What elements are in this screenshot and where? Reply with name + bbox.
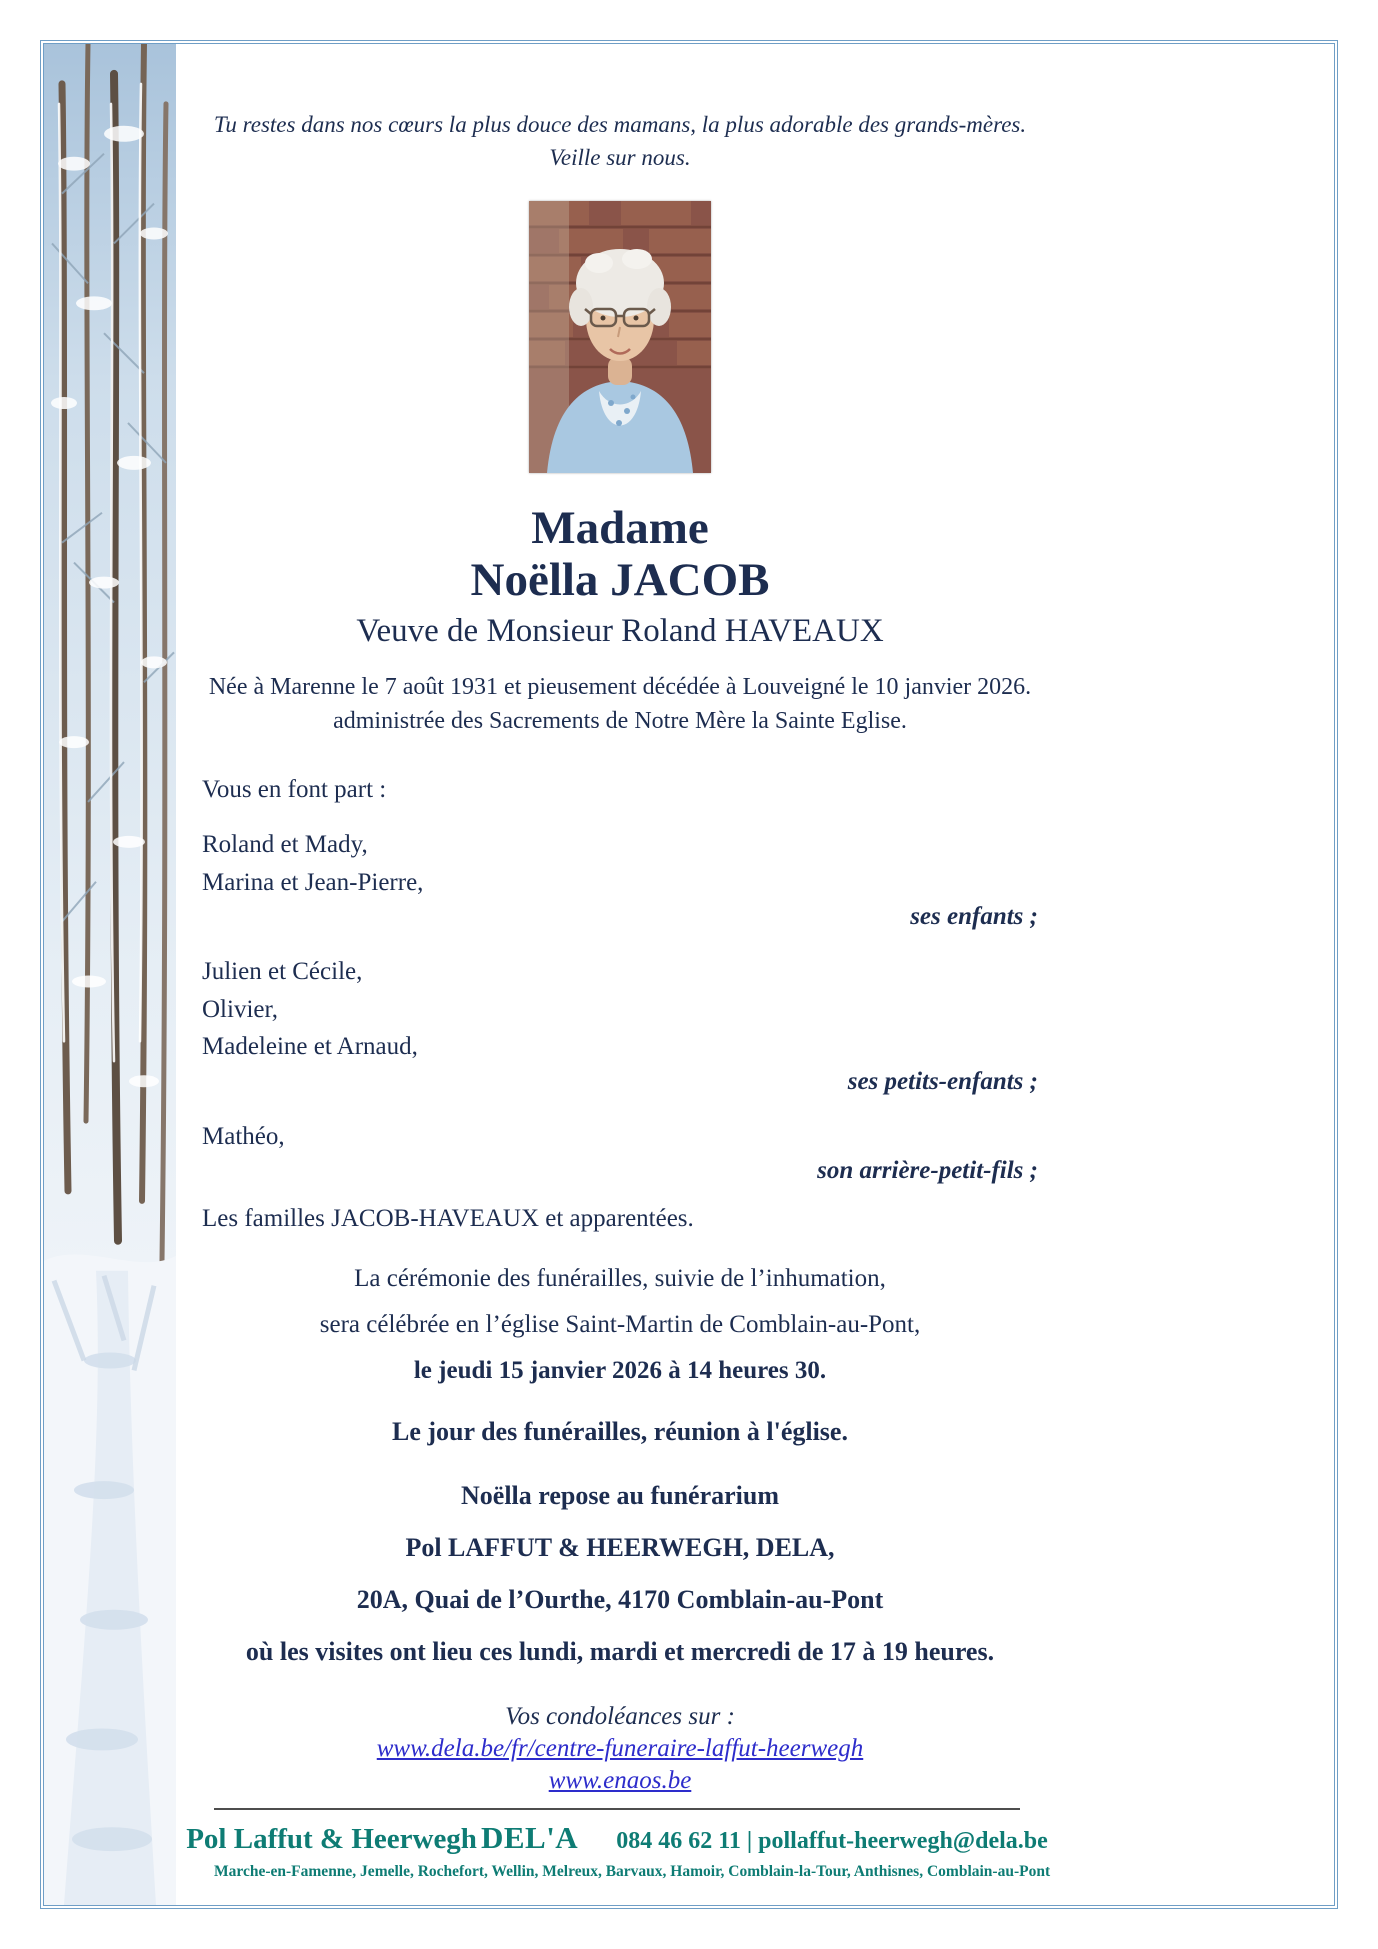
winter-forest-illustration [44,44,176,1905]
brand-name: Pol Laffut & Heerwegh [186,1823,477,1855]
condolences-link2-row [202,1767,1038,1795]
children-names [202,826,1038,901]
dela-logo: DEL'A [480,1820,579,1855]
epitaph-line2: Veille sur nous. [549,145,691,171]
announcement-intro: Vous en font part : [202,776,387,804]
epitaph-line1: Tu restes dans nos cœurs la plus douce des mamans, la plus adorable des grands-mères. [213,112,1027,137]
funeral-announcement-card [40,40,1338,1909]
footer [186,1808,1051,1881]
life-line1: Née à Marenne le 7 août 1931 et pieusement décédée à Louveigné le 10 janvier 2026. [208,673,1032,700]
child-line: Marina et Jean-Pierre, [202,868,424,896]
funerarium-line3: 20A, Quai de l’Ourthe, 4170 Comblain-au-Pont [356,1585,884,1615]
grandchild-line: Olivier, [202,995,279,1023]
grandchildren-label: ses petits-enfants ; [847,1067,1038,1095]
portrait-photo [529,201,711,473]
life-line2: administrée des Sacrements de Notre Mère la Sainte Eglise. [333,708,907,735]
deceased-title: Madame [531,501,709,554]
grandchildren-names [202,953,1038,1066]
children-label: ses enfants ; [910,903,1038,931]
winter-forest-photo [44,44,176,1905]
funerarium-line4: où les visites ont lieu ces lundi, mardi et mercredi de 17 à 19 heures. [245,1637,995,1667]
epitaph [202,44,1038,175]
footer-contact: 084 46 62 11 | pollaffut-heerwegh@dela.be [616,1828,1048,1854]
condolences-link1-row [202,1735,1038,1763]
child-line: Roland et Mady, [202,831,368,859]
funerarium-line2: Pol LAFFUT & HEERWEGH, DELA, [405,1533,835,1563]
condolences-link-dela[interactable]: www.dela.be/fr/centre-funeraire-laffut-heerwegh [376,1735,864,1763]
grandchild-line: Madeleine et Arnaud, [202,1033,418,1061]
deceased-relation: Veuve de Monsieur Roland HAVEAUX [356,612,884,649]
condolences-label: Vos condoléances sur : [505,1703,735,1731]
ceremony-line1: La cérémonie des funérailles, suivie de l’inhumation, [354,1265,886,1293]
grandchild-line: Julien et Cécile, [202,958,363,986]
portrait-illustration [529,201,711,473]
ceremony-line2: sera célébrée en l’église Saint-Martin de Comblain-au-Pont, [319,1311,921,1339]
ceremony-date: le jeudi 15 janvier 2026 à 14 heures 30. [413,1357,827,1385]
life-dates [202,670,1038,738]
families-line: Les familles JACOB-HAVEAUX et apparentées. [202,1205,694,1233]
meeting-line: Le jour des funérailles, réunion à l'église. [392,1417,848,1447]
condolences-link-enaos[interactable]: www.enaos.be [548,1767,692,1795]
footer-brand-row [186,1820,1048,1856]
funerarium-line1: Noëlla repose au funérarium [461,1481,779,1511]
announcement-content [202,44,1038,1795]
great-grandchild-label: son arrière-petit-fils ; [817,1157,1038,1185]
portrait-section [202,201,1038,478]
deceased-name: Noëlla JACOB [470,554,770,607]
footer-locations: Marche-en-Famenne, Jemelle, Rochefort, Wellin, Melreux, Barvaux, Hamoir, Comblain-la-Tour, Anthisnes, Comblain-au-Pont [214,1863,1051,1880]
funeral-home-brand [186,1820,578,1856]
great-grandchild-name: Mathéo, [202,1122,285,1150]
